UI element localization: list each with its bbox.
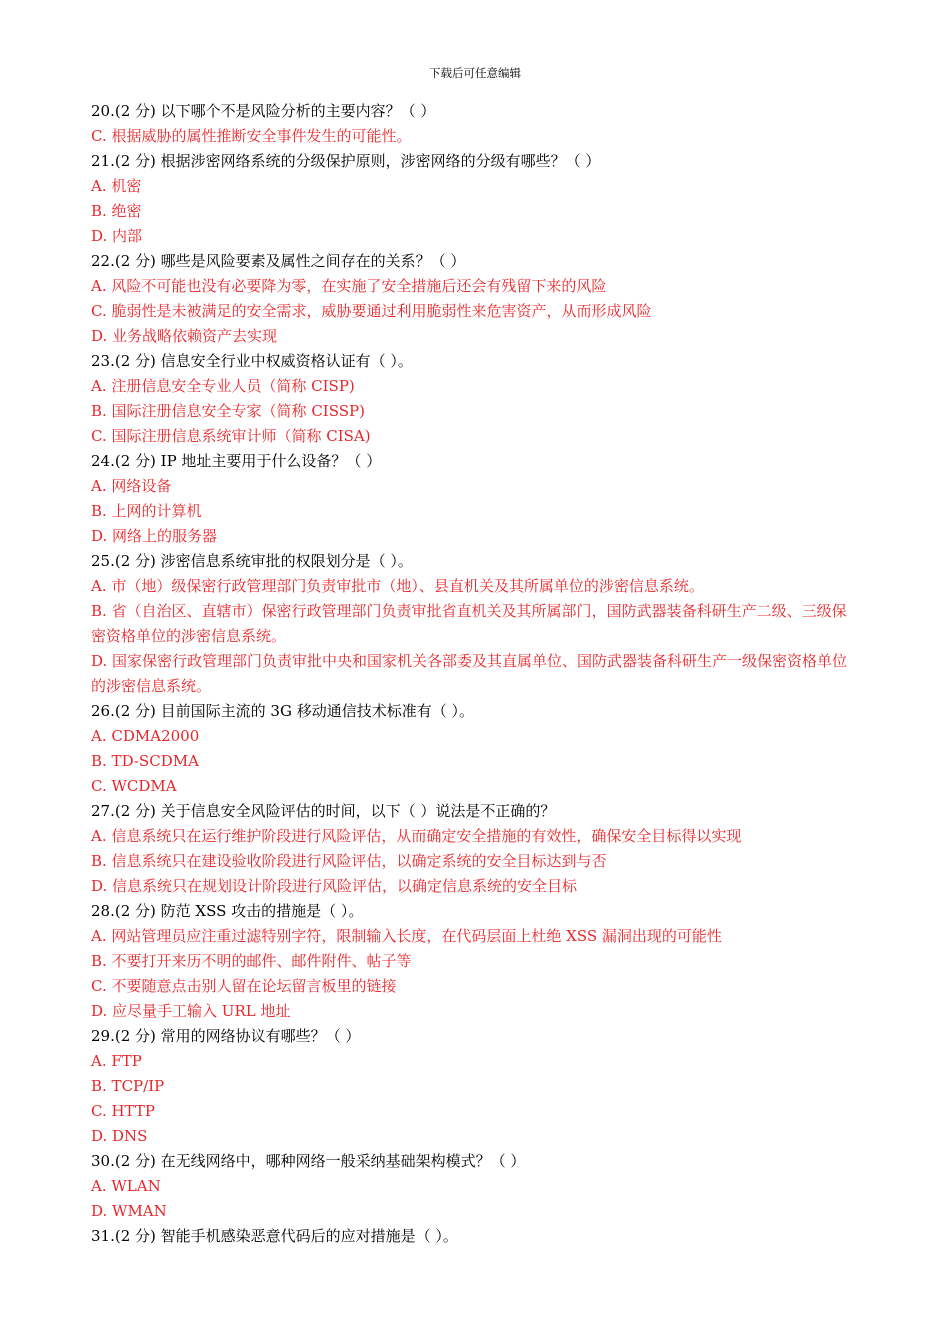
document-body [91, 99, 861, 1249]
answer-option: B. 不要打开来历不明的邮件、邮件附件、帖子等 [91, 952, 412, 970]
question-text: 31.(2 分) 智能手机感染恶意代码后的应对措施是（ ）。 [91, 1227, 458, 1245]
answer-option: A. 市（地）级保密行政管理部门负责审批市（地）、县直机关及其所属单位的涉密信息系统。 [91, 577, 704, 595]
answer-option: C. 脆弱性是未被满足的安全需求，威胁要通过利用脆弱性来危害资产，从而形成风险 [91, 302, 652, 320]
answer-option: D. 内部 [91, 227, 143, 245]
answer-option: A. 注册信息安全专业人员（简称 CISP) [91, 377, 355, 395]
question-text: 20.(2 分) 以下哪个不是风险分析的主要内容？（ ） [91, 102, 436, 120]
answer-option: A. 网站管理员应注重过滤特别字符，限制输入长度，在代码层面上杜绝 XSS 漏洞出现的可能性 [91, 927, 722, 945]
answer-option: C. WCDMA [91, 777, 177, 795]
answer-option: B. 绝密 [91, 202, 142, 220]
answer-option: D. DNS [91, 1127, 148, 1145]
answer-option: D. 信息系统只在规划设计阶段进行风险评估，以确定信息系统的安全目标 [91, 877, 578, 895]
answer-option: B. 省（自治区、直辖市）保密行政管理部门负责审批省直机关及其所属部门，国防武器装备科研生产二级、三级保密资格单位的涉密信息系统。 [91, 602, 847, 645]
answer-option: D. 业务战略依赖资产去实现 [91, 327, 278, 345]
answer-option: A. 机密 [91, 177, 142, 195]
answer-option: B. 信息系统只在建设验收阶段进行风险评估，以确定系统的安全目标达到与否 [91, 852, 607, 870]
answer-option: B. 上网的计算机 [91, 502, 202, 520]
question-text: 30.(2 分) 在无线网络中，哪种网络一般采纳基础架构模式？（ ） [91, 1152, 526, 1170]
question-text: 21.(2 分) 根据涉密网络系统的分级保护原则，涉密网络的分级有哪些？（ ） [91, 152, 601, 170]
question-text: 29.(2 分) 常用的网络协议有哪些？（ ） [91, 1027, 361, 1045]
answer-option: A. 信息系统只在运行维护阶段进行风险评估，从而确定安全措施的有效性，确保安全目标得以实现 [91, 827, 742, 845]
question-text: 25.(2 分) 涉密信息系统审批的权限划分是（ ）。 [91, 552, 413, 570]
page-header: 下载后可任意编辑 [429, 66, 521, 80]
answer-option: C. 不要随意点击别人留在论坛留言板里的链接 [91, 977, 397, 995]
answer-option: D. 网络上的服务器 [91, 527, 218, 545]
answer-option: B. TCP/IP [91, 1077, 165, 1095]
answer-option: D. WMAN [91, 1202, 167, 1220]
answer-option: A. 风险不可能也没有必要降为零，在实施了安全措施后还会有残留下来的风险 [91, 277, 607, 295]
answer-option: A. FTP [91, 1052, 142, 1070]
answer-option: A. WLAN [91, 1177, 161, 1195]
question-text: 24.(2 分) IP 地址主要用于什么设备？（ ） [91, 452, 382, 470]
question-text: 22.(2 分) 哪些是风险要素及属性之间存在的关系？（ ） [91, 252, 466, 270]
answer-option: C. 国际注册信息系统审计师（简称 CISA) [91, 427, 371, 445]
answer-option: A. CDMA2000 [91, 727, 200, 745]
answer-option: C. 根据威胁的属性推断安全事件发生的可能性。 [91, 127, 412, 145]
question-text: 28.(2 分) 防范 XSS 攻击的措施是（ ）。 [91, 902, 364, 920]
answer-option: D. 国家保密行政管理部门负责审批中央和国家机关各部委及其直属单位、国防武器装备科研生产一级保密资格单位的涉密信息系统。 [91, 652, 848, 695]
answer-option: C. HTTP [91, 1102, 155, 1120]
answer-option: D. 应尽量手工输入 URL 地址 [91, 1002, 291, 1020]
question-text: 26.(2 分) 目前国际主流的 3G 移动通信技术标准有（ ）。 [91, 702, 474, 720]
answer-option: B. TD-SCDMA [91, 752, 199, 770]
question-text: 27.(2 分) 关于信息安全风险评估的时间，以下（ ）说法是不正确的？ [91, 802, 556, 820]
answer-option: A. 网络设备 [91, 477, 172, 495]
answer-option: B. 国际注册信息安全专家（简称 CISSP) [91, 402, 365, 420]
question-text: 23.(2 分) 信息安全行业中权威资格认证有（ ）。 [91, 352, 413, 370]
